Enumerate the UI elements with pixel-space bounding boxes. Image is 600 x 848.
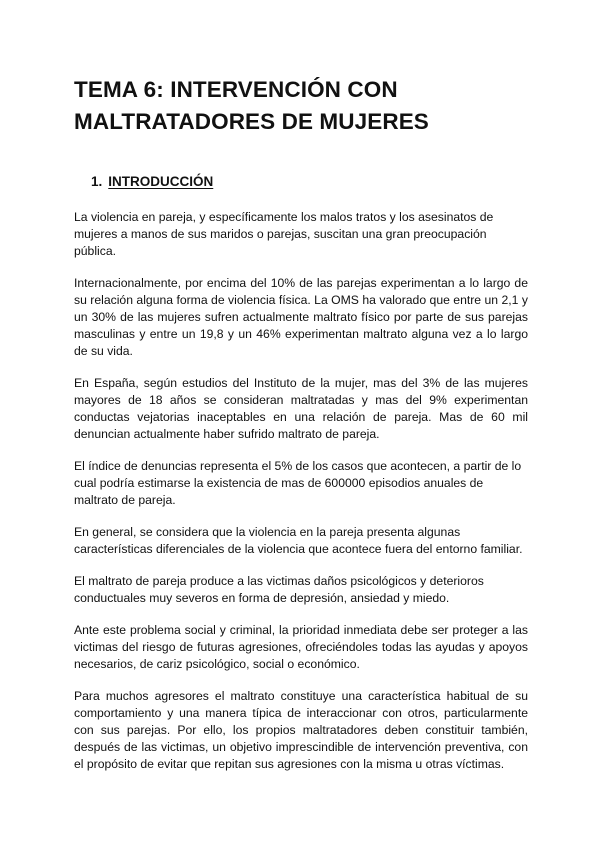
paragraph-priority: Ante este problema social y criminal, la prioridad inmediata debe ser proteger a las victimas del riesgo de futuras agresiones, ofreciéndoles todas las ayudas y apoyos necesarios, de cariz psicológico, social o económico. (74, 623, 528, 671)
document-body (74, 209, 528, 788)
paragraph-intro: La violencia en pareja, y específicamente los malos tratos y los asesinatos de mujeres a manos de sus maridos o parejas, suscitan una gran preocupación pública. (74, 210, 494, 258)
paragraph-spain-stats: En España, según estudios del Instituto de la mujer, mas del 3% de las mujeres mayores de 18 años se consideran maltratadas y mas del 9% experimentan conductas vejatorias inaceptables en una relación de pareja. Mas de 60 mil denuncian actualmente haber sufrido maltrato de pareja. (74, 376, 528, 441)
paragraph-international-stats: Internacionalmente, por encima del 10% de las parejas experimentan a lo largo de su relación alguna forma de violencia física. La OMS ha valorado que entre un 2,1 y un 30% de las mujeres sufren actualmente maltrato físico por parte de sus parejas masculinas y entre un 19,8 y un 46% experimentan maltrato alguna vez a lo largo de su vida. (74, 276, 528, 358)
paragraph-reporting-rate: El índice de denuncias representa el 5% de los casos que acontecen, a partir de lo cual podría estimarse la existencia de mas de 600000 episodios anuales de maltrato de pareja. (74, 459, 522, 507)
paragraph-aggressors: Para muchos agresores el maltrato constituye una característica habitual de su comportamiento y una manera típica de interaccionar con otros, particularmente con sus parejas. Por ello, los propios maltratadores deben constituir también, después de las victimas, un objetivo imprescindible de intervención preventiva, con el propósito de evitar que repitan sus agresiones con la misma u otras víctimas. (74, 689, 528, 771)
section-heading (91, 173, 213, 191)
paragraph-characteristics: En general, se considera que la violencia en la pareja presenta algunas características diferenciales de la violencia que acontece fuera del entorno familiar. (74, 525, 523, 556)
paragraph-effects: El maltrato de pareja produce a las victimas daños psicológicos y deterioros conductuales muy severos en forma de depresión, ansiedad y miedo. (74, 574, 484, 605)
section-number: 1. (91, 174, 103, 189)
section-label: INTRODUCCIÓN (108, 174, 214, 189)
document-title: TEMA 6: INTERVENCIÓN CON MALTRATADORES DE MUJERES (74, 77, 429, 134)
